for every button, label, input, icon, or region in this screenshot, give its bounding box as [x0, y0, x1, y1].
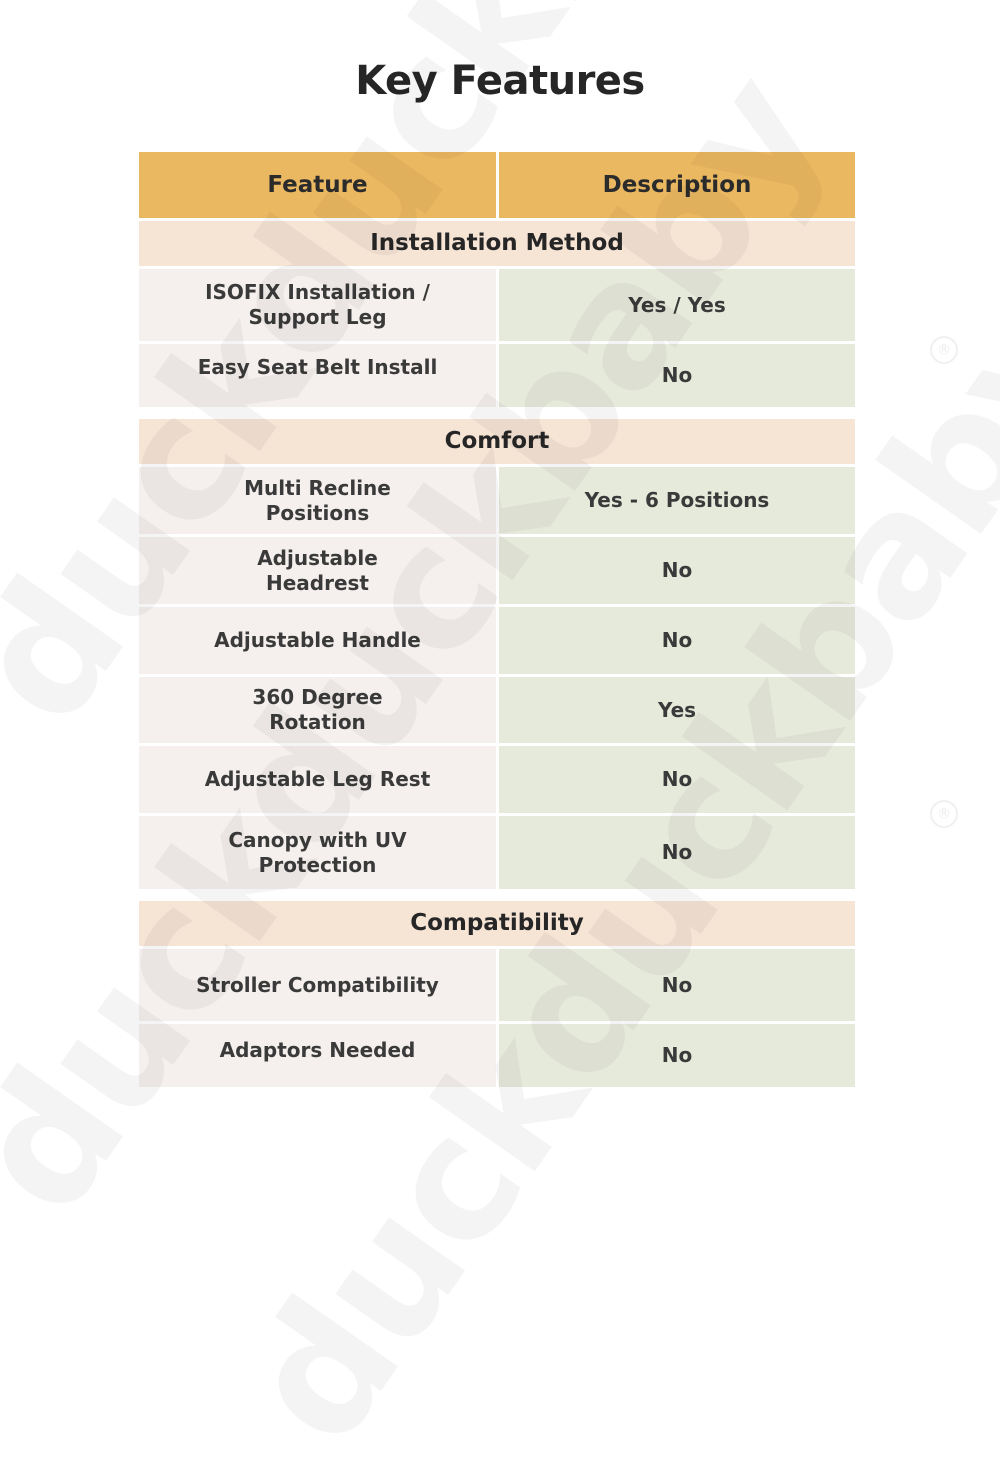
feature-cell: ISOFIX Installation / Support Leg [139, 269, 496, 341]
section-title: Installation Method [139, 221, 855, 266]
section-title: Comfort [139, 419, 855, 464]
table-row [139, 949, 855, 1021]
description-cell: Yes [499, 677, 855, 743]
description-cell: No [499, 607, 855, 674]
features-table [139, 152, 855, 1087]
description-cell: No [499, 1024, 855, 1087]
table-row [139, 746, 855, 813]
section-row [139, 221, 855, 266]
table-row [139, 344, 855, 407]
description-cell: No [499, 537, 855, 604]
table-row [139, 1024, 855, 1087]
table-row [139, 677, 855, 743]
feature-cell: Adjustable Headrest [139, 537, 496, 604]
description-cell: No [499, 344, 855, 407]
feature-cell: Stroller Compatibility [139, 949, 496, 1021]
section-row [139, 419, 855, 464]
feature-cell: Adjustable Handle [139, 607, 496, 674]
registered-mark-icon: ® [930, 336, 958, 364]
description-cell: Yes / Yes [499, 269, 855, 341]
description-cell: No [499, 746, 855, 813]
feature-cell: 360 Degree Rotation [139, 677, 496, 743]
description-cell: No [499, 949, 855, 1021]
feature-cell: Easy Seat Belt Install [139, 344, 496, 407]
header-feature: Feature [139, 152, 496, 218]
feature-cell: Adjustable Leg Rest [139, 746, 496, 813]
registered-mark-icon: ® [930, 800, 958, 828]
table-row [139, 607, 855, 674]
page-title: Key Features [355, 58, 645, 104]
header-description: Description [499, 152, 855, 218]
feature-cell: Adaptors Needed [139, 1024, 496, 1087]
section-row [139, 901, 855, 946]
section-title: Compatibility [139, 901, 855, 946]
table-row [139, 816, 855, 889]
description-cell: No [499, 816, 855, 889]
table-row [139, 269, 855, 341]
feature-cell: Canopy with UV Protection [139, 816, 496, 889]
table-row [139, 467, 855, 534]
table-row [139, 537, 855, 604]
feature-cell: Multi Recline Positions [139, 467, 496, 534]
table-header-row [139, 152, 855, 218]
description-cell: Yes - 6 Positions [499, 467, 855, 534]
